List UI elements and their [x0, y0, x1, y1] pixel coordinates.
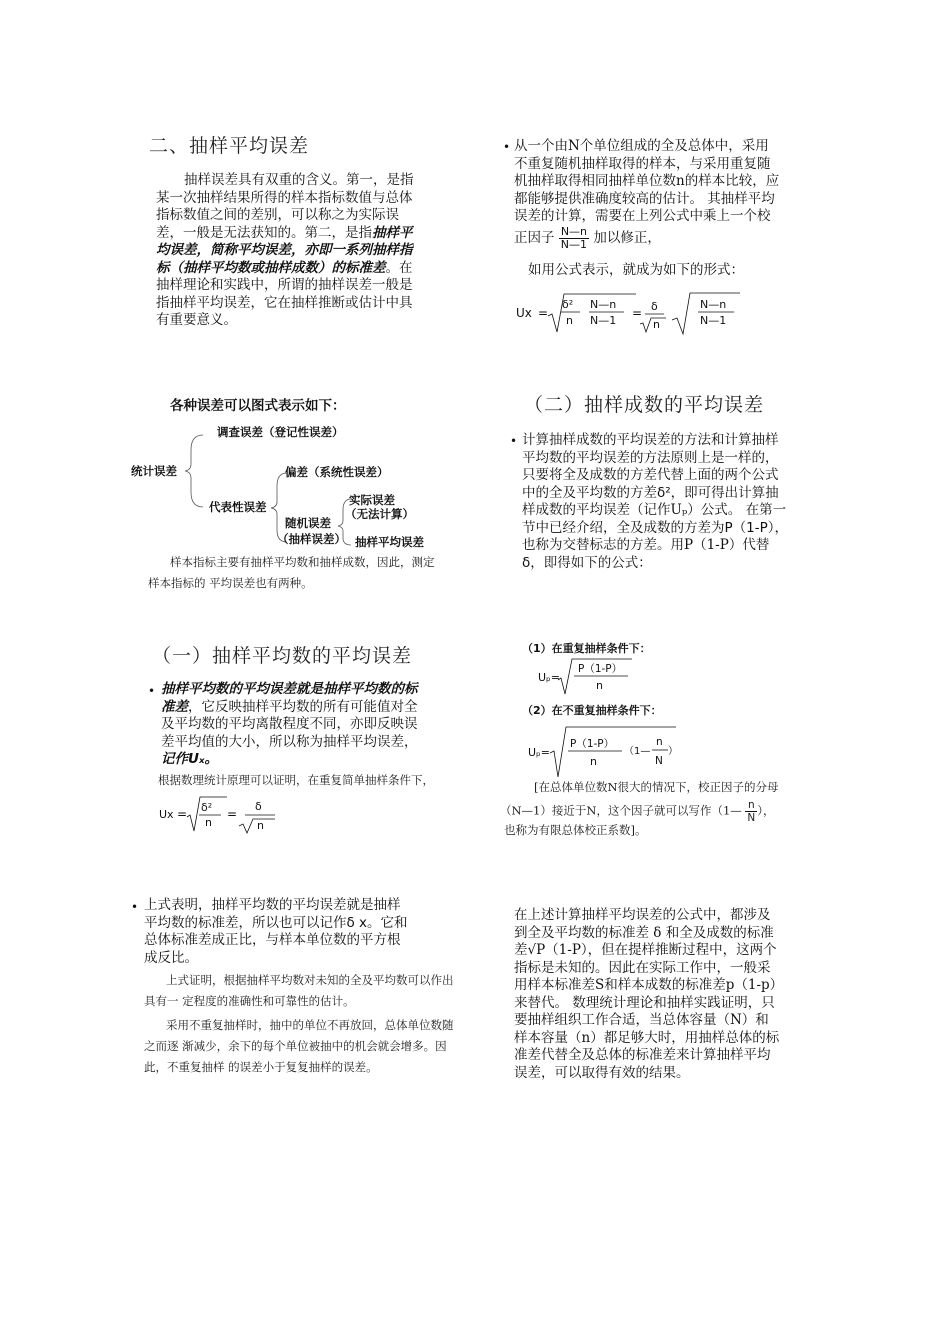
- repeat-sampling-note: 根据数理统计原理可以证明，在重复简单抽样条件下，: [158, 773, 434, 787]
- para-tail: 。在抽样理论和实践中，所谓的抽样误差一般是指抽样平均误差，它在抽样推断或估计中具有重要意义。: [156, 259, 413, 328]
- fraction-numerator: n: [745, 799, 757, 812]
- formula-up-nonrepeat: [526, 723, 686, 781]
- para-text: 计算抽样成数的平均误差的方法和计算抽样平均数的平均误差的方法原则上是一样的，只要将全及成数的方差代替上面的两个公式中的全及平均数的方差: [522, 432, 779, 501]
- formula-n: n: [205, 816, 212, 829]
- formula-ux-nonrepeat: [512, 290, 772, 338]
- para-mid2: ，也称为交替标志的方差。用P（1-P）代替: [522, 519, 788, 553]
- tree-representative-error: 代表性误差: [209, 500, 267, 514]
- correction-factor-paragraph: [514, 138, 780, 251]
- formula-ux-repeat: [157, 793, 297, 835]
- factor-open: （1—: [624, 746, 651, 757]
- formula-delta-sq: δ²: [562, 298, 574, 311]
- fraction-denominator: N: [747, 812, 756, 824]
- para-text: 抽样误差具有双重的含义。第一，是指某一次抽样结果所得的样本指标数值与总体指标数值之间的差别，可以称之为实际误差，一般是无法获知的。第二，是指: [156, 172, 414, 241]
- section-title-sampling-error: 二、抽样平均误差: [149, 135, 310, 157]
- para-emphasis: 抽样平均误差，简称平均误差，亦即一系列抽样指标（抽样平均数或抽样成数）的标准差: [156, 224, 413, 276]
- formula-N-minus-n2: N—n: [700, 298, 727, 311]
- formula-lhs: Ux: [516, 306, 532, 320]
- repeat-condition-label: （1）在重复抽样条件下：: [522, 642, 651, 655]
- tree-actual-error: 实际误差: [349, 493, 395, 507]
- finite-correction-note-1: [在总体单位数N很大的情况下，校正因子的分母: [534, 780, 779, 794]
- formula-lhs: Uₚ=: [528, 746, 550, 759]
- para-tail: 加以修正，: [593, 229, 661, 246]
- bullet-dot: •: [131, 900, 139, 914]
- variance-p: P（1-P）: [724, 519, 775, 536]
- para-text: 上式表明，抽样平均数的平均误差就是抽样平均数的标准差，所以也可以记作: [144, 897, 401, 931]
- factor-close: ）: [668, 746, 678, 757]
- formula-eq: =: [538, 306, 549, 320]
- formula-eq2: =: [227, 807, 238, 821]
- delta-squared: δ²: [657, 484, 671, 501]
- formula-denominator: n: [596, 679, 603, 692]
- factor-numerator: n: [656, 736, 663, 748]
- formula-lhs: Ux: [159, 808, 174, 821]
- correction-factor-fraction: [559, 226, 589, 251]
- estimation-note: 上式证明，根据抽样平均数对未知的全及平均数可以作出具有一 定程度的准确性和可靠性的估计。: [144, 973, 454, 1008]
- sampling-error-paragraph: [156, 172, 422, 330]
- bullet-dot: •: [510, 434, 518, 448]
- mean-error-paragraph: [161, 681, 429, 769]
- tree-bias: 偏差（系统性误差）: [285, 465, 389, 479]
- error-classification-tree: [125, 420, 445, 555]
- formula-up-repeat: [536, 656, 656, 696]
- formula-eq2: =: [632, 306, 643, 320]
- tree-investigation-error: 调查误差（登记性误差）: [217, 425, 344, 439]
- formula-delta: δ: [651, 300, 658, 313]
- para-text: 从一个由N个单位组成的全及总体中，采用不重复随机抽样取得的样本，与采用重复随机抽样取得相同抽样单位数n的样本比较，应都能够提供准确度较高的估计。 其抽样平均误差的计算，需要在上列公式中乘上一个校正因子: [514, 138, 780, 246]
- formula-numerator: P（1-P）: [578, 663, 623, 675]
- bullet-dot: •: [148, 684, 156, 698]
- formula-n2: n: [257, 819, 264, 832]
- para-text: ，它反映抽样平均数的所有可能值对全及平均数的平均离散程度不同，亦即反映误差平均值的大小，所以称为抽样平均误差，: [161, 698, 418, 750]
- finite-correction-note-3: 也称为有限总体校正系数]。: [504, 823, 647, 837]
- tree-random-error: 随机误差: [285, 516, 331, 530]
- formula-delta-sq: δ²: [201, 801, 213, 814]
- fraction-numerator: N—n: [559, 226, 589, 239]
- error-diagram-title: 各种误差可以图式表示如下：: [170, 398, 346, 414]
- delta-x: δ x: [346, 914, 368, 931]
- standard-deviation-paragraph: [144, 897, 412, 967]
- formula-N-minus-1: N—1: [590, 314, 617, 327]
- tree-sampling-error: （抽样误差）: [277, 532, 346, 546]
- delta: δ: [522, 554, 531, 571]
- formula-denominator: n: [590, 755, 597, 768]
- para-mid: ，即可得出计算抽样成数的平均误差（记作Uₚ）公式。 在第一节中已经介绍，全及成数的方差为: [522, 484, 787, 536]
- section-title-mean-error: （一）抽样平均数的平均误差: [152, 645, 413, 667]
- note-tail: ），: [757, 803, 775, 818]
- formula-N-minus-n: N—n: [590, 298, 617, 311]
- formula-numerator: P（1-P）: [570, 738, 615, 750]
- factor-denominator: N: [655, 755, 663, 767]
- para-tail: ，即得如下的公式：: [530, 554, 652, 571]
- para-emphasis: 抽样平均数的平均误差就是抽样平均数的标准差: [161, 681, 418, 715]
- note-fraction: [745, 799, 757, 824]
- fraction-denominator: N—1: [560, 237, 588, 251]
- para-tail: 。它和总体标准差成正比，与样本单位数的平方根成反比。: [144, 914, 408, 966]
- nonrepeat-condition-label: （2）在不重复抽样条件下：: [522, 704, 662, 717]
- formula-delta: δ: [255, 800, 262, 813]
- formula-intro: 如用公式表示，就成为如下的形式：: [528, 262, 744, 278]
- formula-lhs: Uₚ=: [538, 671, 560, 684]
- sample-indicator-note: 样本指标主要有抽样平均数和抽样成数，因此，测定样本指标的 平均误差也有两种。: [148, 555, 435, 590]
- formula-N-minus-1-2: N—1: [700, 314, 727, 327]
- formula-n2: n: [653, 318, 660, 331]
- formula-eq: =: [177, 807, 188, 821]
- unknown-parameters-paragraph: 在上述计算抽样平均误差的公式中，都涉及到全及平均数的标准差 δ 和全及成数的标准差√P（1-P），但在提样推断过程中，这两个指标是未知的。因此在实际工作中，一般采用样本标准差S和样本成数的标准差p（1-p）来替代。 数理统计理论和抽样实践证明，只要抽样组织工作合适，当总体容量（N）和样本容量（n）都足够大时，用抽样总体的标准差代替全及总体的标准差来计算抽样平均误差，可以取得有效的结果。: [514, 907, 780, 1081]
- note-text: （N—1）接近于N，这个因子就可以写作（1—: [500, 803, 742, 818]
- proportion-error-paragraph: [522, 432, 790, 572]
- nonrepeat-sampling-note: 采用不重复抽样时，抽中的单位不再放回，总体单位数随之而逐 渐减少，余下的每个单位被抽中的机会就会增多。因此，不重复抽样 的误差小于复复抽样的误差。: [144, 1018, 454, 1074]
- tree-uncomputable: （无法计算）: [345, 507, 414, 521]
- bullet-dot: •: [503, 140, 511, 154]
- formula-n: n: [566, 314, 573, 327]
- tree-avg-sampling-error: 抽样平均误差: [355, 535, 424, 549]
- section-title-proportion-error: （二）抽样成数的平均误差: [524, 394, 765, 416]
- para-emphasis2: 记作Uₓ。: [161, 751, 219, 767]
- tree-root: 统计误差: [131, 464, 177, 478]
